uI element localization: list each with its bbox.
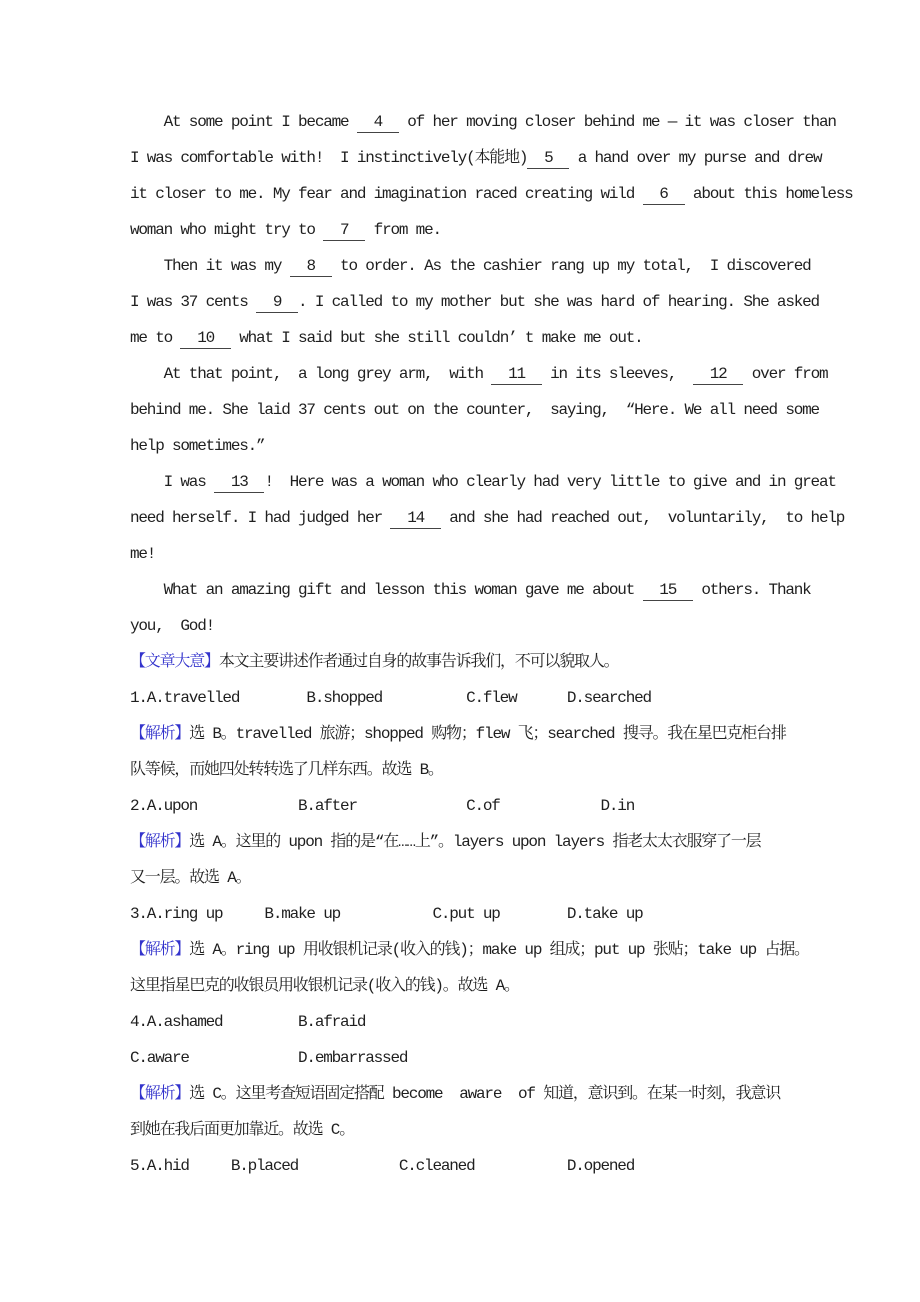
- cloze-blank: 4: [356, 113, 399, 131]
- question-1: [130, 680, 794, 788]
- text-run: in its sleeves,: [541, 365, 693, 383]
- text-line: [130, 680, 794, 716]
- section-label: 【解析】: [130, 941, 190, 959]
- text-run: 又一层。故选 A。: [130, 869, 251, 887]
- text-run: 选 A。这里的 upon 指的是“在……上”。layers upon layers 指老太太衣服穿了一层: [189, 833, 761, 851]
- question-1-options: [130, 680, 794, 716]
- text-line: [130, 860, 794, 896]
- text-line: [130, 716, 794, 752]
- text-line: [130, 968, 794, 1004]
- question-2-explanation: [130, 824, 794, 896]
- text-run: need herself. I had judged her: [130, 509, 391, 527]
- text-run: help sometimes.”: [130, 437, 265, 455]
- text-run: 5.A.hid B.placed C.cleaned D.opened: [130, 1157, 635, 1175]
- text-line: [130, 176, 853, 212]
- question-4-options: [130, 1004, 794, 1076]
- question-4: [130, 1004, 794, 1148]
- cloze-blank: 15: [642, 581, 693, 599]
- text-line: [130, 572, 811, 608]
- paragraph-1: [130, 104, 853, 248]
- text-line: [130, 1004, 794, 1040]
- text-run: 选 B。travelled 旅游；shopped 购物；flew 飞；searched 搜寻。我在星巴克柜台排: [189, 725, 786, 743]
- question-4-explanation: [130, 1076, 794, 1148]
- text-line: [130, 644, 794, 680]
- question-1-explanation: [130, 716, 794, 788]
- text-line: [130, 1112, 794, 1148]
- cloze-blank: 13: [214, 473, 265, 491]
- text-run: 这里指星巴克的收银员用收银机记录(收入的钱)。故选 A。: [130, 977, 519, 995]
- text-line: [130, 392, 819, 428]
- text-line: [130, 1148, 794, 1184]
- text-run: 到她在我后面更加靠近。故选 C。: [130, 1121, 355, 1139]
- text-run: what I said but she still couldn’ t make me out.: [230, 329, 643, 347]
- text-line: [130, 608, 794, 644]
- section-label: 【解析】: [130, 1085, 190, 1103]
- text-line: [130, 1040, 794, 1076]
- text-run: I was comfortable with! I instinctively(本能地): [130, 149, 528, 167]
- text-run: me to: [130, 329, 181, 347]
- question-3: [130, 896, 809, 1004]
- paragraph-4: [130, 464, 845, 572]
- text-run: over from: [743, 365, 828, 383]
- cloze-blank: 12: [692, 365, 744, 383]
- cloze-blank: 6: [642, 185, 685, 203]
- cloze-blank: 9: [256, 293, 299, 311]
- question-2: [130, 788, 794, 896]
- text-run: What an amazing gift and lesson this woman gave me about: [130, 581, 643, 599]
- cloze-blank: 14: [390, 509, 441, 527]
- paragraph-3: [130, 356, 828, 464]
- text-run: a hand over my purse and drew: [569, 149, 822, 167]
- text-run: 选 A。ring up 用收银机记录(收入的钱)；make up 组成；put up 张贴；take up 占据。: [189, 941, 809, 959]
- text-line: [130, 356, 828, 392]
- cloze-passage: [130, 104, 853, 644]
- questions-section: [130, 680, 809, 1184]
- text-run: At some point I became: [130, 113, 357, 131]
- text-line: [130, 788, 794, 824]
- text-run: you, God!: [130, 617, 215, 635]
- text-line: [130, 752, 794, 788]
- section-label: 【解析】: [130, 833, 190, 851]
- question-2-options: [130, 788, 794, 824]
- text-run: 队等候，而她四处转转选了几样东西。故选 B。: [130, 761, 443, 779]
- text-line: [130, 212, 794, 248]
- text-run: woman who might try to: [130, 221, 324, 239]
- text-run: C.aware D.embarrassed: [130, 1049, 408, 1067]
- text-run: 选 C。这里考查短语固定搭配 become aware of 知道，意识到。在某一时刻，我意识: [189, 1085, 781, 1103]
- cloze-blank: 5: [527, 149, 570, 167]
- question-5: [130, 1148, 794, 1184]
- question-3-options: [130, 896, 794, 932]
- text-run: 4.A.ashamed B.afraid: [130, 1013, 366, 1031]
- text-line: [130, 284, 819, 320]
- text-line: [130, 428, 794, 464]
- text-line: [130, 320, 794, 356]
- text-run: ! Here was a woman who clearly had very little to give and in great: [264, 473, 836, 491]
- text-line: [130, 140, 822, 176]
- text-run: others. Thank: [692, 581, 811, 599]
- text-run: me!: [130, 545, 156, 563]
- paragraph-5: [130, 572, 811, 644]
- text-line: [130, 464, 836, 500]
- text-run: I was 37 cents: [130, 293, 257, 311]
- text-run: 1.A.travelled B.shopped C.flew D.searched: [130, 689, 651, 707]
- text-line: [130, 536, 794, 572]
- text-run: about this homeless: [684, 185, 853, 203]
- text-line: [130, 248, 811, 284]
- question-5-options: [130, 1148, 794, 1184]
- passage-summary: [130, 644, 794, 680]
- cloze-blank: 7: [323, 221, 366, 239]
- section-label: 【文章大意】: [130, 653, 219, 671]
- section-label: 【解析】: [130, 725, 190, 743]
- text-line: [130, 896, 794, 932]
- text-run: behind me. She laid 37 cents out on the counter, saying, “Here. We all need some: [130, 401, 819, 419]
- text-line: [130, 824, 794, 860]
- text-run: 3.A.ring up B.make up C.put up D.take up: [130, 905, 643, 923]
- text-run: 本文主要讲述作者通过自身的故事告诉我们，不可以貌取人。: [218, 653, 619, 671]
- text-run: and she had reached out, voluntarily, to help: [440, 509, 845, 527]
- cloze-blank: 8: [289, 257, 332, 275]
- text-run: At that point, a long grey arm, with: [130, 365, 492, 383]
- text-run: to order. As the cashier rang up my total, I discovered: [331, 257, 811, 275]
- text-line: [130, 500, 845, 536]
- cloze-blank: 10: [180, 329, 231, 347]
- text-run: 2.A.upon B.after C.of D.in: [130, 797, 635, 815]
- text-run: it closer to me. My fear and imagination raced creating wild: [130, 185, 643, 203]
- text-run: Then it was my: [130, 257, 290, 275]
- text-line: [130, 932, 809, 968]
- text-run: from me.: [365, 221, 441, 239]
- text-line: [130, 1076, 794, 1112]
- cloze-blank: 11: [491, 365, 542, 383]
- text-line: [130, 104, 836, 140]
- text-run: of her moving closer behind me — it was closer than: [398, 113, 836, 131]
- text-run: . I called to my mother but she was hard of hearing. She asked: [298, 293, 819, 311]
- text-run: I was: [130, 473, 215, 491]
- question-3-explanation: [130, 932, 809, 1004]
- paragraph-2: [130, 248, 819, 356]
